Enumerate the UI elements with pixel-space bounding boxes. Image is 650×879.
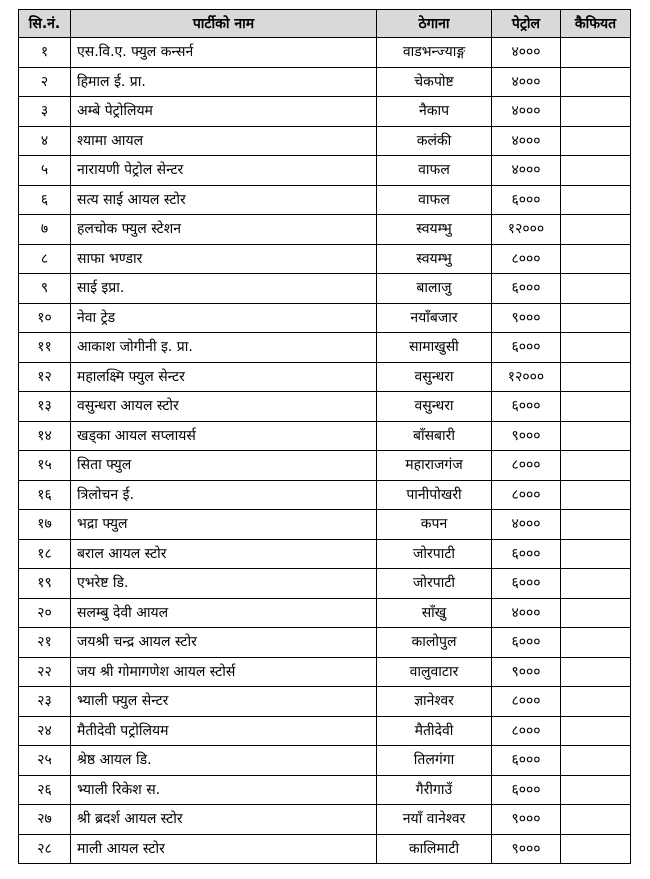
table-row — [19, 598, 631, 628]
party-name-cell: हलचोक फ्युल स्टेशन — [71, 215, 377, 245]
table-row — [19, 421, 631, 451]
address-cell: महाराजगंज — [377, 451, 492, 481]
table-row — [19, 362, 631, 392]
table-row — [19, 569, 631, 599]
remarks-cell — [561, 628, 631, 658]
party-name-cell: श्रेष्ठ आयल डि. — [71, 746, 377, 776]
address-cell: वाफल — [377, 185, 492, 215]
serial-number-cell: २६ — [19, 775, 71, 805]
table-row — [19, 716, 631, 746]
party-name-cell: आकाश जोगीनी इ. प्रा. — [71, 333, 377, 363]
address-cell: मैतीदेवी — [377, 716, 492, 746]
petrol-cell: ८००० — [492, 716, 561, 746]
petrol-cell: १२००० — [492, 215, 561, 245]
table-row — [19, 303, 631, 333]
remarks-cell — [561, 38, 631, 68]
petrol-cell: ६००० — [492, 775, 561, 805]
address-cell: जोरपाटी — [377, 569, 492, 599]
remarks-cell — [561, 156, 631, 186]
petrol-cell: ६००० — [492, 392, 561, 422]
header-party-name: पार्टीको नाम — [71, 10, 377, 38]
table-row — [19, 805, 631, 835]
header-address: ठेगाना — [377, 10, 492, 38]
table-row — [19, 657, 631, 687]
serial-number-cell: १६ — [19, 480, 71, 510]
remarks-cell — [561, 126, 631, 156]
petrol-cell: ४००० — [492, 156, 561, 186]
table-row — [19, 97, 631, 127]
serial-number-cell: २४ — [19, 716, 71, 746]
address-cell: गैरीगाउँ — [377, 775, 492, 805]
petrol-cell: ६००० — [492, 274, 561, 304]
address-cell: नयाँबजार — [377, 303, 492, 333]
party-name-cell: सत्य साई आयल स्टोर — [71, 185, 377, 215]
serial-number-cell: २० — [19, 598, 71, 628]
table-row — [19, 480, 631, 510]
serial-number-cell: २२ — [19, 657, 71, 687]
party-name-cell: भद्रा फ्युल — [71, 510, 377, 540]
remarks-cell — [561, 716, 631, 746]
petrol-cell: ४००० — [492, 97, 561, 127]
petrol-cell: ९००० — [492, 421, 561, 451]
table-row — [19, 126, 631, 156]
remarks-cell — [561, 362, 631, 392]
remarks-cell — [561, 392, 631, 422]
party-name-cell: वसुन्धरा आयल स्टोर — [71, 392, 377, 422]
serial-number-cell: ४ — [19, 126, 71, 156]
remarks-cell — [561, 834, 631, 864]
table-row — [19, 510, 631, 540]
serial-number-cell: २ — [19, 67, 71, 97]
remarks-cell — [561, 598, 631, 628]
remarks-cell — [561, 303, 631, 333]
party-name-cell: जय श्री गोमागणेश आयल स्टोर्स — [71, 657, 377, 687]
party-name-cell: एभरेष्ट डि. — [71, 569, 377, 599]
petrol-cell: ६००० — [492, 569, 561, 599]
petrol-cell: ८००० — [492, 451, 561, 481]
serial-number-cell: ३ — [19, 97, 71, 127]
serial-number-cell: १ — [19, 38, 71, 68]
address-cell: नयाँ वानेश्वर — [377, 805, 492, 835]
serial-number-cell: १९ — [19, 569, 71, 599]
party-name-cell: भ्याली फ्युल सेन्टर — [71, 687, 377, 717]
address-cell: तिलगंगा — [377, 746, 492, 776]
remarks-cell — [561, 215, 631, 245]
table-row — [19, 67, 631, 97]
remarks-cell — [561, 244, 631, 274]
serial-number-cell: २८ — [19, 834, 71, 864]
table-row — [19, 185, 631, 215]
table-row — [19, 628, 631, 658]
party-name-cell: सलम्बु देवी आयल — [71, 598, 377, 628]
party-name-cell: नारायणी पेट्रोल सेन्टर — [71, 156, 377, 186]
remarks-cell — [561, 805, 631, 835]
address-cell: साँखु — [377, 598, 492, 628]
address-cell: बालाजु — [377, 274, 492, 304]
petrol-cell: ९००० — [492, 657, 561, 687]
serial-number-cell: २१ — [19, 628, 71, 658]
party-name-cell: साई इप्रा. — [71, 274, 377, 304]
table-row — [19, 834, 631, 864]
table-row — [19, 775, 631, 805]
party-name-cell: श्री ब्रदर्श आयल स्टोर — [71, 805, 377, 835]
party-name-cell: एस.वि.ए. फ्युल कन्सर्न — [71, 38, 377, 68]
address-cell: बाँसबारी — [377, 421, 492, 451]
header-petrol: पेट्रोल — [492, 10, 561, 38]
serial-number-cell: २५ — [19, 746, 71, 776]
party-name-cell: साफा भण्डार — [71, 244, 377, 274]
party-name-cell: खड्का आयल सप्लायर्स — [71, 421, 377, 451]
party-name-cell: बराल आयल स्टोर — [71, 539, 377, 569]
header-serial-number: सि.नं. — [19, 10, 71, 38]
serial-number-cell: १३ — [19, 392, 71, 422]
remarks-cell — [561, 274, 631, 304]
remarks-cell — [561, 510, 631, 540]
serial-number-cell: १२ — [19, 362, 71, 392]
petrol-cell: ४००० — [492, 510, 561, 540]
serial-number-cell: ११ — [19, 333, 71, 363]
address-cell: कालोपुल — [377, 628, 492, 658]
party-name-cell: माली आयल स्टोर — [71, 834, 377, 864]
address-cell: नैकाप — [377, 97, 492, 127]
table-row — [19, 687, 631, 717]
party-name-cell: मैतीदेवी पट्रोलियम — [71, 716, 377, 746]
party-name-cell: नेवा ट्रेड — [71, 303, 377, 333]
serial-number-cell: १० — [19, 303, 71, 333]
table-row — [19, 392, 631, 422]
petrol-cell: ९००० — [492, 303, 561, 333]
address-cell: वालुवाटार — [377, 657, 492, 687]
address-cell: सामाखुसी — [377, 333, 492, 363]
remarks-cell — [561, 185, 631, 215]
table-row — [19, 746, 631, 776]
petrol-cell: ८००० — [492, 480, 561, 510]
party-name-cell: जयश्री चन्द्र आयल स्टोर — [71, 628, 377, 658]
petrol-cell: ४००० — [492, 67, 561, 97]
table-row — [19, 244, 631, 274]
address-cell: कपन — [377, 510, 492, 540]
petrol-cell: ६००० — [492, 333, 561, 363]
party-name-cell: हिमाल ई. प्रा. — [71, 67, 377, 97]
address-cell: वसुन्धरा — [377, 362, 492, 392]
remarks-cell — [561, 687, 631, 717]
table-row — [19, 38, 631, 68]
serial-number-cell: १८ — [19, 539, 71, 569]
remarks-cell — [561, 421, 631, 451]
address-cell: स्वयम्भु — [377, 244, 492, 274]
party-name-cell: त्रिलोचन ई. — [71, 480, 377, 510]
party-name-cell: श्यामा आयल — [71, 126, 377, 156]
address-cell: जोरपाटी — [377, 539, 492, 569]
serial-number-cell: ६ — [19, 185, 71, 215]
party-name-cell: महालक्ष्मि फ्युल सेन्टर — [71, 362, 377, 392]
petrol-cell: ९००० — [492, 834, 561, 864]
address-cell: स्वयम्भु — [377, 215, 492, 245]
party-name-cell: भ्याली रिकेश स. — [71, 775, 377, 805]
address-cell: वसुन्धरा — [377, 392, 492, 422]
address-cell: वाफल — [377, 156, 492, 186]
address-cell: वाडभन्ज्याङ्ग — [377, 38, 492, 68]
remarks-cell — [561, 657, 631, 687]
table-row — [19, 539, 631, 569]
petrol-cell: ८००० — [492, 244, 561, 274]
remarks-cell — [561, 480, 631, 510]
remarks-cell — [561, 539, 631, 569]
serial-number-cell: १४ — [19, 421, 71, 451]
remarks-cell — [561, 746, 631, 776]
fuel-distribution-table — [18, 9, 631, 864]
serial-number-cell: ८ — [19, 244, 71, 274]
address-cell: ज्ञानेश्वर — [377, 687, 492, 717]
petrol-cell: ६००० — [492, 628, 561, 658]
petrol-cell: १२००० — [492, 362, 561, 392]
serial-number-cell: ५ — [19, 156, 71, 186]
petrol-cell: ४००० — [492, 126, 561, 156]
party-name-cell: सिता फ्युल — [71, 451, 377, 481]
table-row — [19, 333, 631, 363]
header-remarks: कैफियत — [561, 10, 631, 38]
petrol-cell: ४००० — [492, 38, 561, 68]
address-cell: कालिमाटी — [377, 834, 492, 864]
serial-number-cell: १५ — [19, 451, 71, 481]
remarks-cell — [561, 67, 631, 97]
serial-number-cell: १७ — [19, 510, 71, 540]
petrol-cell: ४००० — [492, 598, 561, 628]
serial-number-cell: ९ — [19, 274, 71, 304]
table-body — [19, 38, 631, 864]
remarks-cell — [561, 451, 631, 481]
table-row — [19, 451, 631, 481]
petrol-cell: ६००० — [492, 746, 561, 776]
fuel-distribution-sheet — [18, 9, 631, 864]
table-row — [19, 274, 631, 304]
petrol-cell: ६००० — [492, 539, 561, 569]
remarks-cell — [561, 333, 631, 363]
petrol-cell: ८००० — [492, 687, 561, 717]
table-row — [19, 156, 631, 186]
party-name-cell: अम्बे पेट्रोलियम — [71, 97, 377, 127]
remarks-cell — [561, 569, 631, 599]
address-cell: चेकपोष्ट — [377, 67, 492, 97]
petrol-cell: ९००० — [492, 805, 561, 835]
serial-number-cell: २३ — [19, 687, 71, 717]
table-header-row — [19, 10, 631, 38]
table-row — [19, 215, 631, 245]
address-cell: कलंकी — [377, 126, 492, 156]
serial-number-cell: ७ — [19, 215, 71, 245]
petrol-cell: ६००० — [492, 185, 561, 215]
remarks-cell — [561, 97, 631, 127]
remarks-cell — [561, 775, 631, 805]
serial-number-cell: २७ — [19, 805, 71, 835]
address-cell: पानीपोखरी — [377, 480, 492, 510]
